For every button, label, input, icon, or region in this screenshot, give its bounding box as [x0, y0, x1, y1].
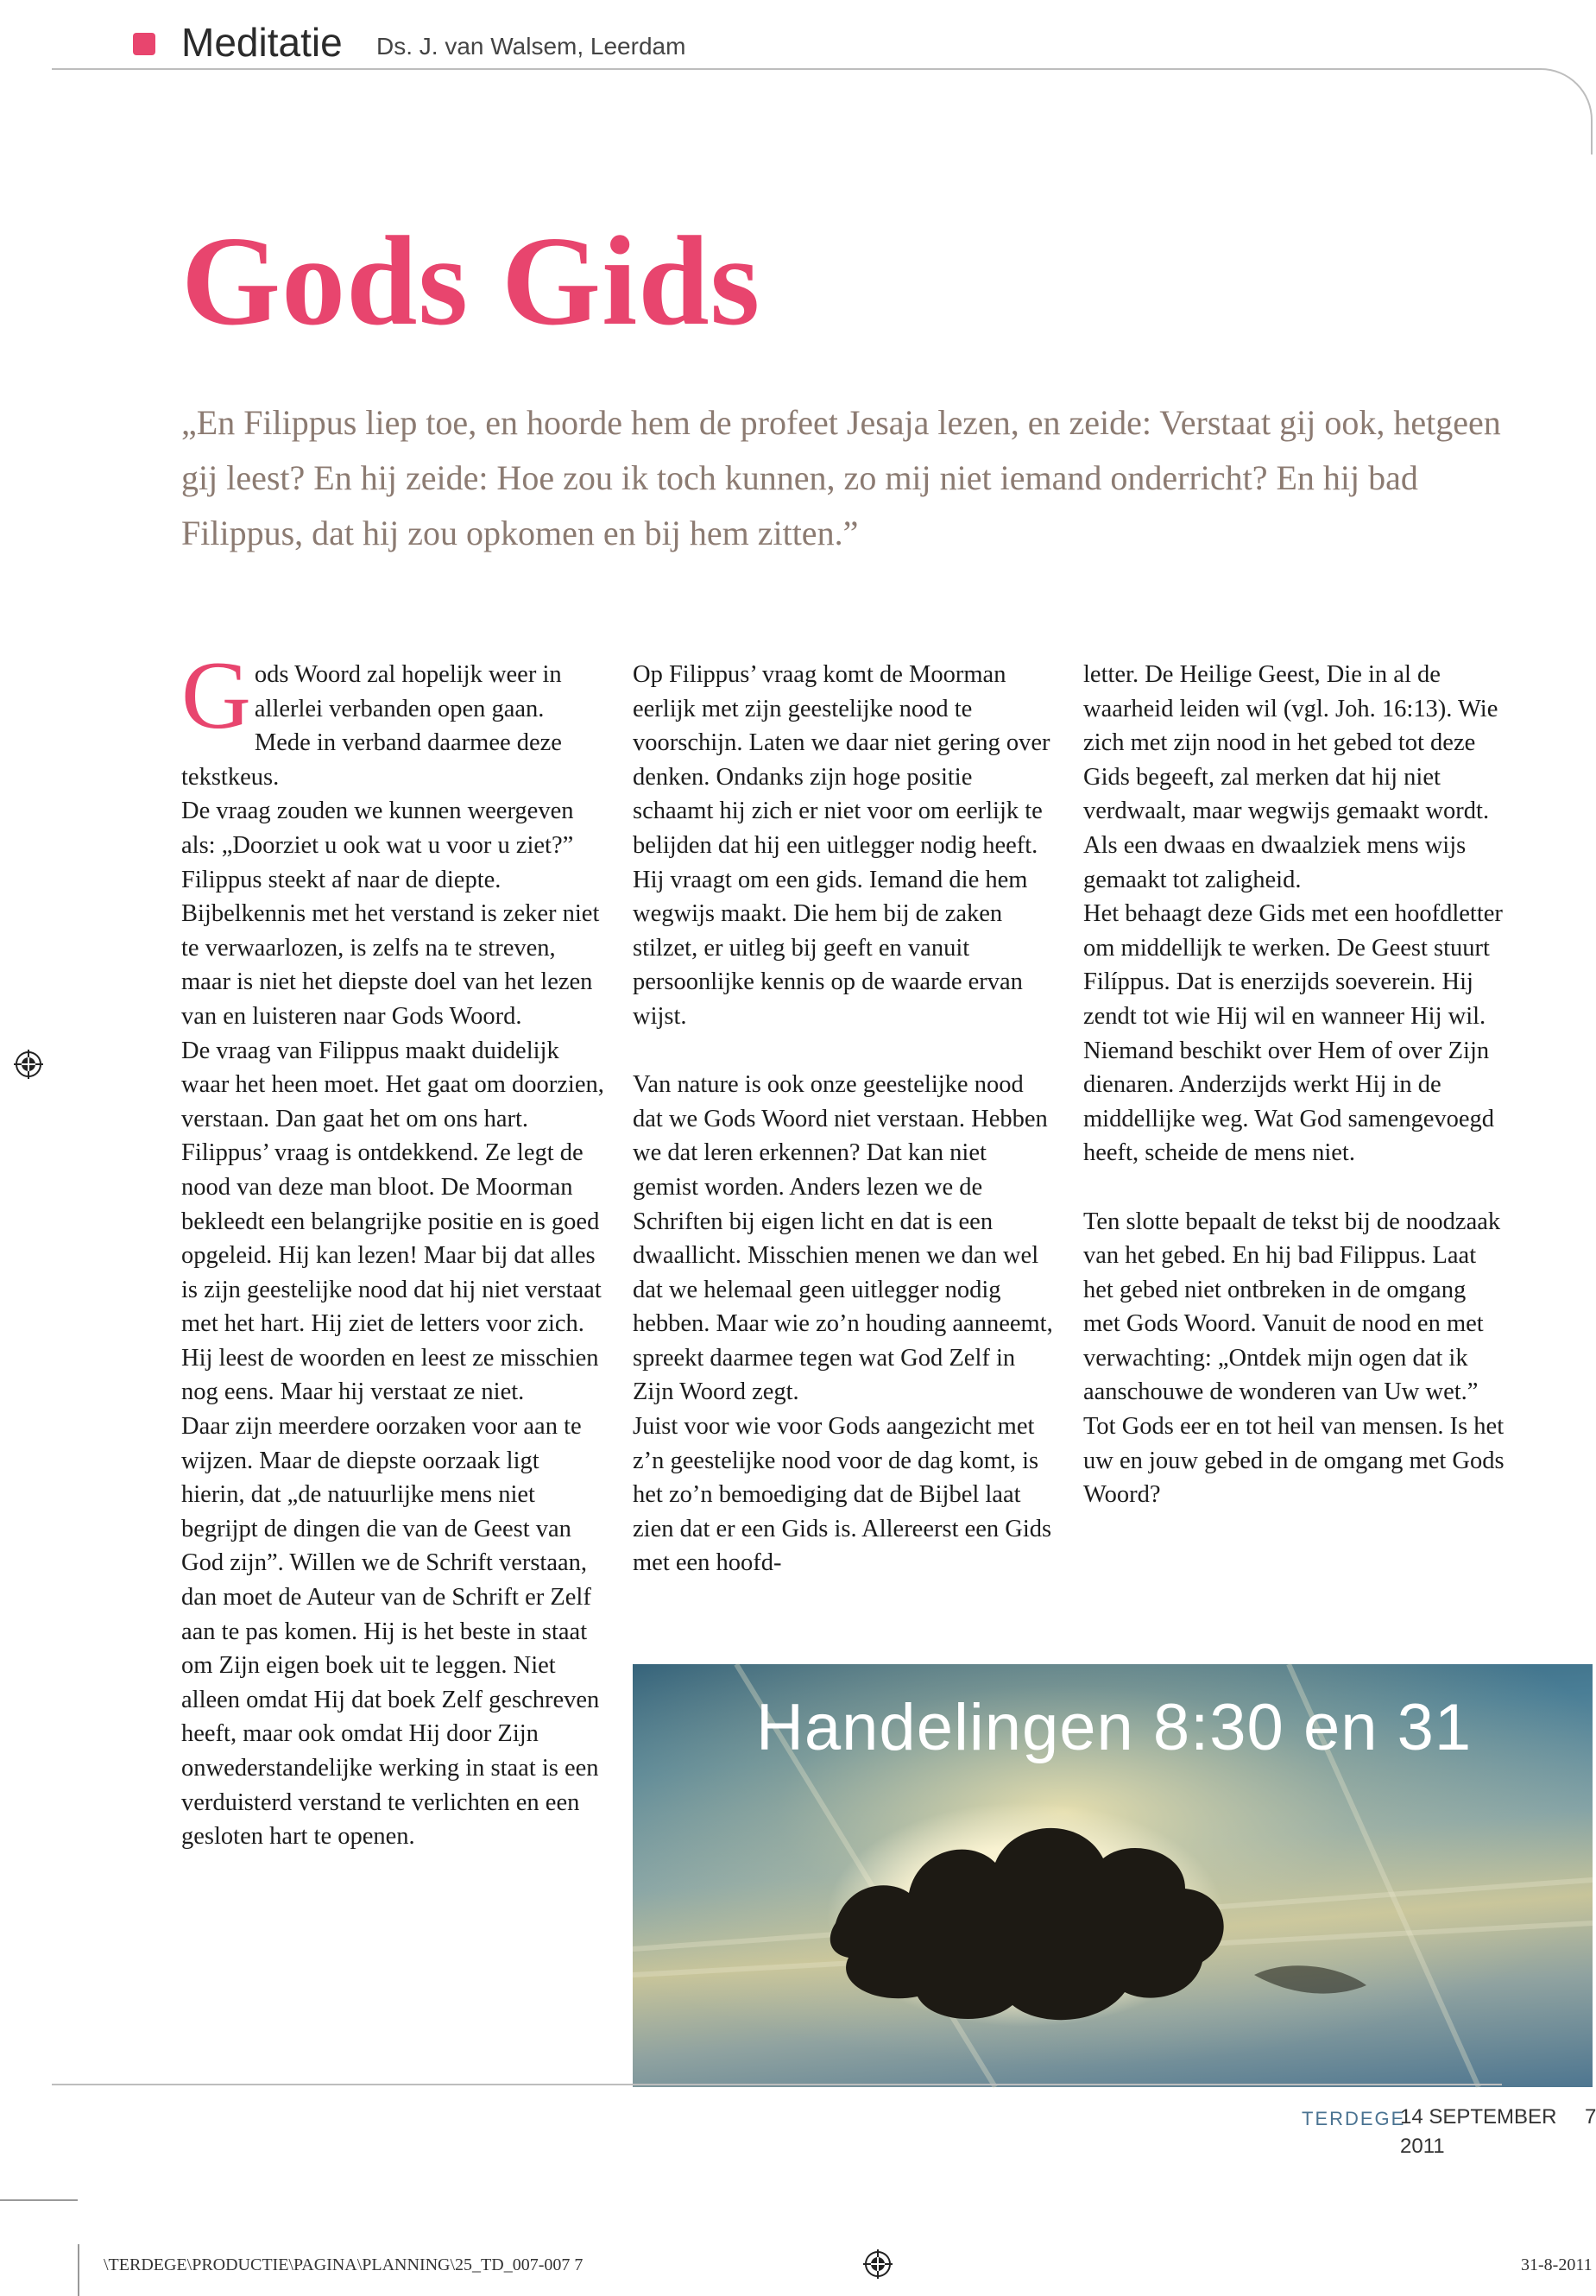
body-paragraph: De vraag van Filippus maakt duidelijk waar het heen moet. Het gaat om doorzien, verstaan. Dan gaat het om ons hart. Filippus’ vraag is ontdekkend. Ze legt de nood van deze man bloot. De Moorman bekleedt een belangrijke positie en is goed opgeleid. Hij kan lezen! Maar bij dat alles is zijn geestelijke nood dat hij niet verstaat met het hart. Hij ziet de letters voor zich. Hij leest de woorden en leest ze misschien nog eens. Maar hij verstaat ze niet.	[181, 1037, 604, 1406]
body-column-3	[1083, 658, 1506, 1512]
body-paragraph: ods Woord zal hopelijk weer in allerlei verbanden open gaan. Mede in verband daarmee deze tekstkeus.	[181, 661, 562, 791]
crop-mark	[0, 2199, 78, 2201]
drop-cap: G	[181, 642, 251, 749]
lead-quote: „En Filippus liep toe, en hoorde hem de profeet Jesaja lezen, en zeide: Verstaat gij ook, hetgeen gij leest? En hij zeide: Hoe zou ik toch kunnen, zo mij niet iemand onderricht? En hij bad Filippus, dat hij zou opkomen en bij hem zitten.”	[181, 403, 1501, 552]
image-caption: Handelingen 8:30 en 31	[756, 1691, 1473, 1764]
header-rule	[52, 68, 1536, 70]
body-paragraph: Ten slotte bepaalt de tekst bij de noodzaak van het gebed. En hij bad Filippus. Laat het gebed niet ontbreken in de omgang met Gods Woord. Vanuit de nood en met verwachting: „Ontdek mijn ogen dat ik aanschouwe de wonderen van Uw wet.” Tot Gods eer en tot heil van mensen. Is het uw en jouw gebed in de omgang met Gods Woord?	[1083, 1208, 1505, 1509]
crop-mark	[78, 2244, 79, 2296]
article-title: Gods Gids	[181, 211, 761, 352]
body-column-2	[633, 658, 1056, 1580]
registration-mark-icon	[14, 1050, 43, 1079]
registration-mark-icon	[863, 2249, 893, 2279]
paragraph-gap	[633, 1034, 1056, 1069]
section-label: Meditatie	[181, 20, 343, 65]
body-paragraph: Daar zijn meerdere oorzaken voor aan te wijzen. Maar de diepste oorzaak ligt hierin, dat „de natuurlijke mens niet begrijpt de dingen die van de Geest van God zijn”. Willen we de Schrift verstaan, dan moet de Auteur van de Schrift er Zelf aan te pas komen. Hij is het beste in staat om Zijn eigen boek uit te leggen. Niet alleen omdat Hij dat boek Zelf geschreven heeft, maar ook omdat Hij door Zijn onwederstandelijke werking in staat is een verduisterd verstand te verlichten en een gesloten hart te openen.	[181, 1413, 600, 1851]
body-paragraph: De vraag zouden we kunnen weergeven als: „Doorziet u ook wat u voor u ziet?” Filippus steekt af naar de diepte. Bijbelkennis met het verstand is zeker niet te verwaarlozen, is zelfs na te streven, maar is niet het diepste doel van het lezen van en luisteren naar Gods Woord.	[181, 798, 600, 1030]
paragraph-gap	[1083, 1170, 1506, 1205]
body-column-1	[181, 642, 604, 1854]
print-slug-date: 31-8-2011	[1521, 2255, 1593, 2274]
section-marker-icon	[133, 33, 155, 55]
body-paragraph: Het behaagt deze Gids met een hoofdletter om middellijk te werken. De Geest stuurt Filíppus. Dat is enerzijds soeverein. Hij zendt tot wie Hij wil en wanneer Hij wil. Niemand beschikt over Hem of over Zijn dienaren. Anderzijds werkt Hij in de middellijke weg. Wat God samengevoegd heeft, scheide de mens niet.	[1083, 900, 1503, 1167]
page-number: 7	[1585, 2105, 1596, 2129]
body-paragraph: letter. De Heilige Geest, Die in al de waarheid leiden wil (vgl. Joh. 16:13). Wie zich met zijn nood in het gebed tot deze Gids begeeft, zal merken dat hij niet verdwaalt, maar wegwijs gemaakt wordt. Als een dwaas en dwaalziek mens wijs gemaakt tot zaligheid.	[1083, 661, 1498, 893]
print-slug-path: \TERDEGE\PRODUCTIE\PAGINA\PLANNING\25_TD_007-007 7	[104, 2255, 584, 2274]
magazine-name: TERDEGE	[1302, 2108, 1406, 2129]
header-rule-corner	[1536, 68, 1593, 155]
author-byline: Ds. J. van Walsem, Leerdam	[376, 33, 686, 60]
body-paragraph: Op Filippus’ vraag komt de Moorman eerlijk met zijn geestelijke nood te voorschijn. Laten we daar niet gering over denken. Ondanks zijn hoge positie schaamt hij zich er niet voor om eerlijk te belijden dat hij een uitlegger nodig heeft. Hij vraagt om een gids. Iemand die hem wegwijs maakt. Die hem bij de zaken stilzet, er uitleg bij geeft en vanuit persoonlijke kennis op de waarde ervan wijst.	[633, 661, 1050, 1030]
body-paragraph: Juist voor wie voor Gods aangezicht met z’n geestelijke nood voor de dag komt, is het zo’n bemoediging dat de Bijbel laat zien dat er een Gids is. Allereerst een Gids met een hoofd-	[633, 1413, 1052, 1577]
body-paragraph: Van nature is ook onze geestelijke nood dat we Gods Woord niet verstaan. Hebben we dat leren erkennen? Dat kan niet gemist worden. Anders lezen we de Schriften bij eigen licht en dat is een dwaallicht. Misschien menen we dan wel dat we helemaal geen uitlegger nodig hebben. Maar wie zo’n houding aanneemt, spreekt daarmee tegen wat God Zelf in Zijn Woord zegt.	[633, 1071, 1053, 1406]
footer-rule	[52, 2084, 1502, 2085]
issue-date: 14 SEPTEMBER 2011	[1400, 2105, 1557, 2158]
